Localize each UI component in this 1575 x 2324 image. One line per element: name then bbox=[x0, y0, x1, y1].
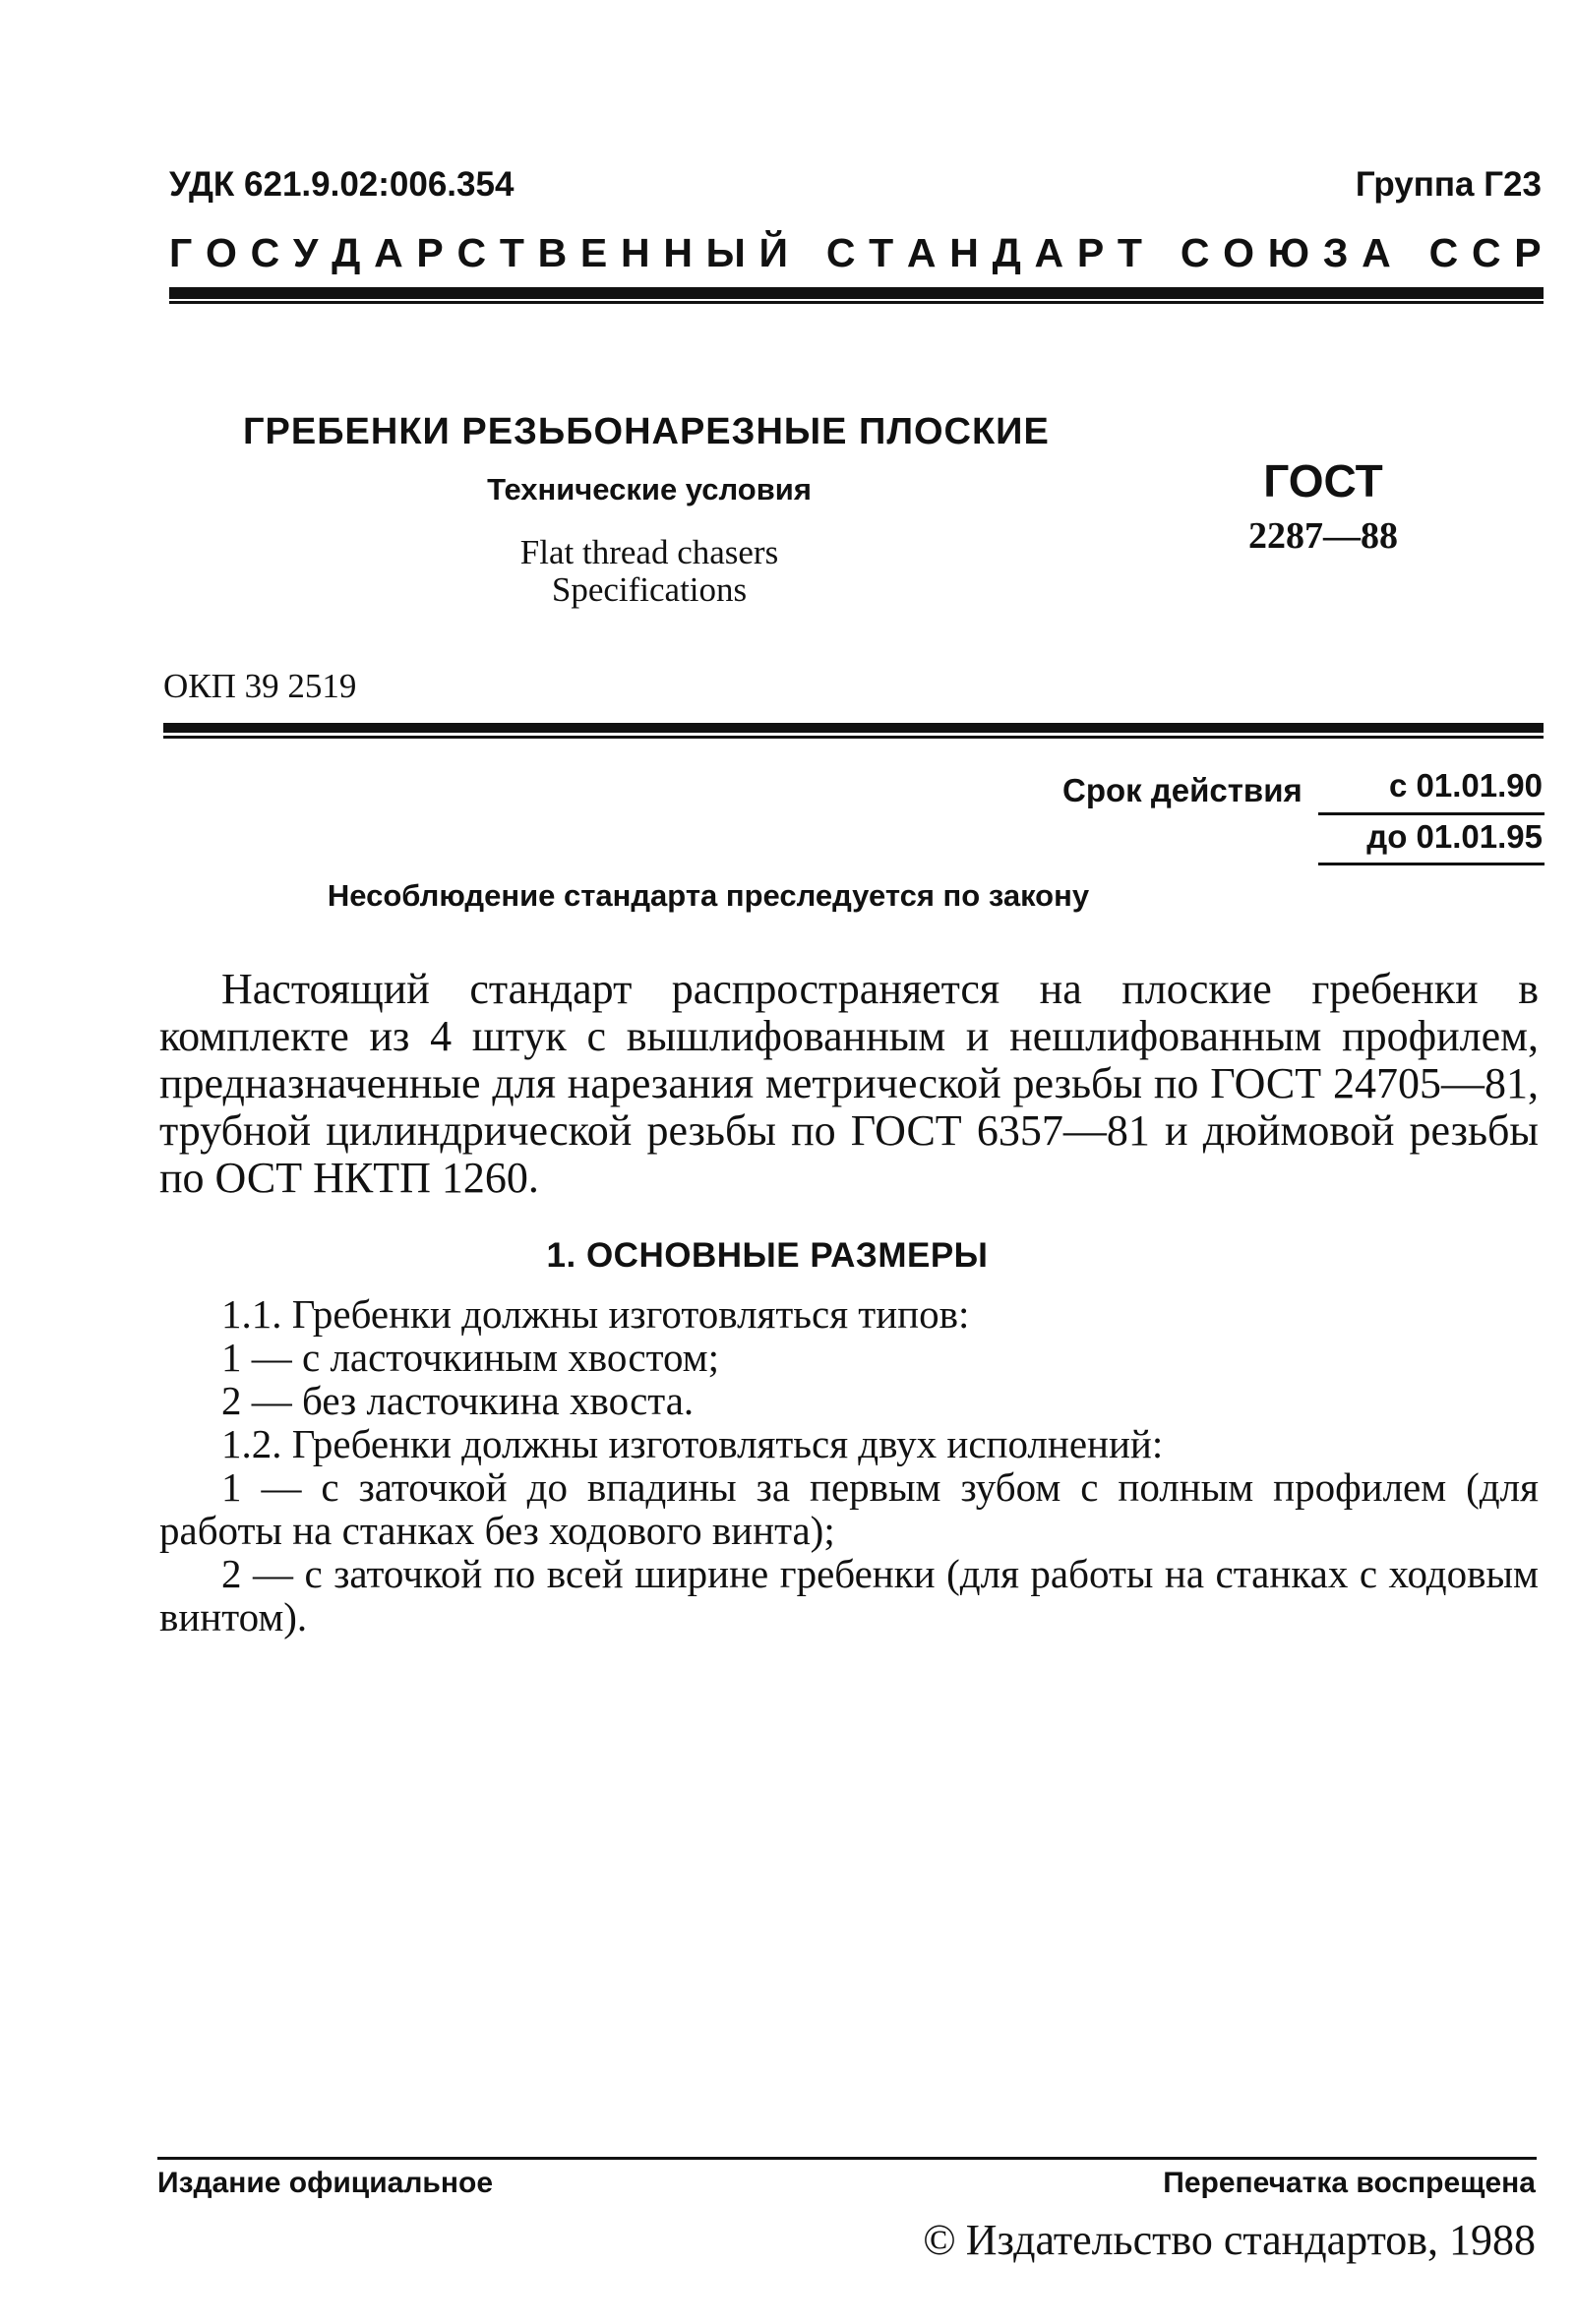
title-rule-thin bbox=[163, 736, 1544, 739]
reprint-notice: Перепечатка воспрещена bbox=[1163, 2167, 1536, 2199]
title-rule-thick bbox=[163, 723, 1544, 733]
section-heading: 1. ОСНОВНЫЕ РАЗМЕРЫ bbox=[546, 1236, 989, 1275]
header-rule-thin bbox=[169, 301, 1544, 304]
clause-1-1: 1.1. Гребенки должны изготовляться типов: bbox=[221, 1291, 970, 1337]
law-notice: Несоблюдение стандарта преследуется по закону bbox=[327, 878, 1090, 913]
clause-1-1-item-1: 1 — с ласточкиным хвостом; bbox=[221, 1335, 720, 1380]
intro-paragraph: Настоящий стандарт распространяется на плоские гребенки в комплекте из 4 штук с вышлифованным и нешлифованным профилем, предназначенные для нарезания метрической резьбы по ГОСТ 24705—81, трубной цилиндрической резьбы по ГОСТ 6357—81 и дюймовой резьбы по ОСТ НКТП 1260. bbox=[159, 965, 1539, 1202]
okp-code: ОКП 39 2519 bbox=[163, 667, 357, 705]
title-en-line1: Flat thread chasers bbox=[519, 533, 779, 571]
footer-rule bbox=[157, 2157, 1537, 2160]
document-title-english bbox=[246, 534, 1053, 609]
udk-code: УДК 621.9.02:006.354 bbox=[169, 165, 515, 204]
state-standard-heading: Г О С У Д А Р С Т В Е Н Н Ы Й С Т А Н Д А Р Т С О Ю З А С С Р bbox=[169, 230, 1542, 275]
validity-from: с 01.01.90 bbox=[1389, 767, 1543, 804]
gost-label: ГОСТ bbox=[1263, 455, 1383, 507]
publisher-name: Издательство стандартов, 1988 bbox=[965, 2216, 1536, 2264]
document-subtitle: Технические условия bbox=[487, 472, 812, 507]
validity-to: до 01.01.95 bbox=[1366, 818, 1543, 855]
document-title: ГРЕБЕНКИ РЕЗЬБОНАРЕЗНЫЕ ПЛОСКИЕ bbox=[243, 411, 1050, 452]
edition-note: Издание официальное bbox=[157, 2167, 494, 2199]
validity-rule-middle bbox=[1318, 812, 1545, 815]
clause-1-1-item-2: 2 — без ласточкина хвоста. bbox=[221, 1378, 695, 1423]
copyright-icon: © bbox=[923, 2216, 956, 2264]
title-en-line2: Specifications bbox=[551, 570, 748, 609]
validity-rule-bottom bbox=[1318, 863, 1545, 865]
publisher-line bbox=[923, 2215, 1536, 2265]
header-rule-thick bbox=[169, 287, 1544, 299]
gost-number: 2287—88 bbox=[1248, 515, 1398, 557]
clause-1-2: 1.2. Гребенки должны изготовляться двух исполнений: bbox=[221, 1421, 1164, 1466]
group-code: Группа Г23 bbox=[1355, 165, 1542, 204]
validity-label: Срок действия bbox=[1062, 772, 1302, 808]
